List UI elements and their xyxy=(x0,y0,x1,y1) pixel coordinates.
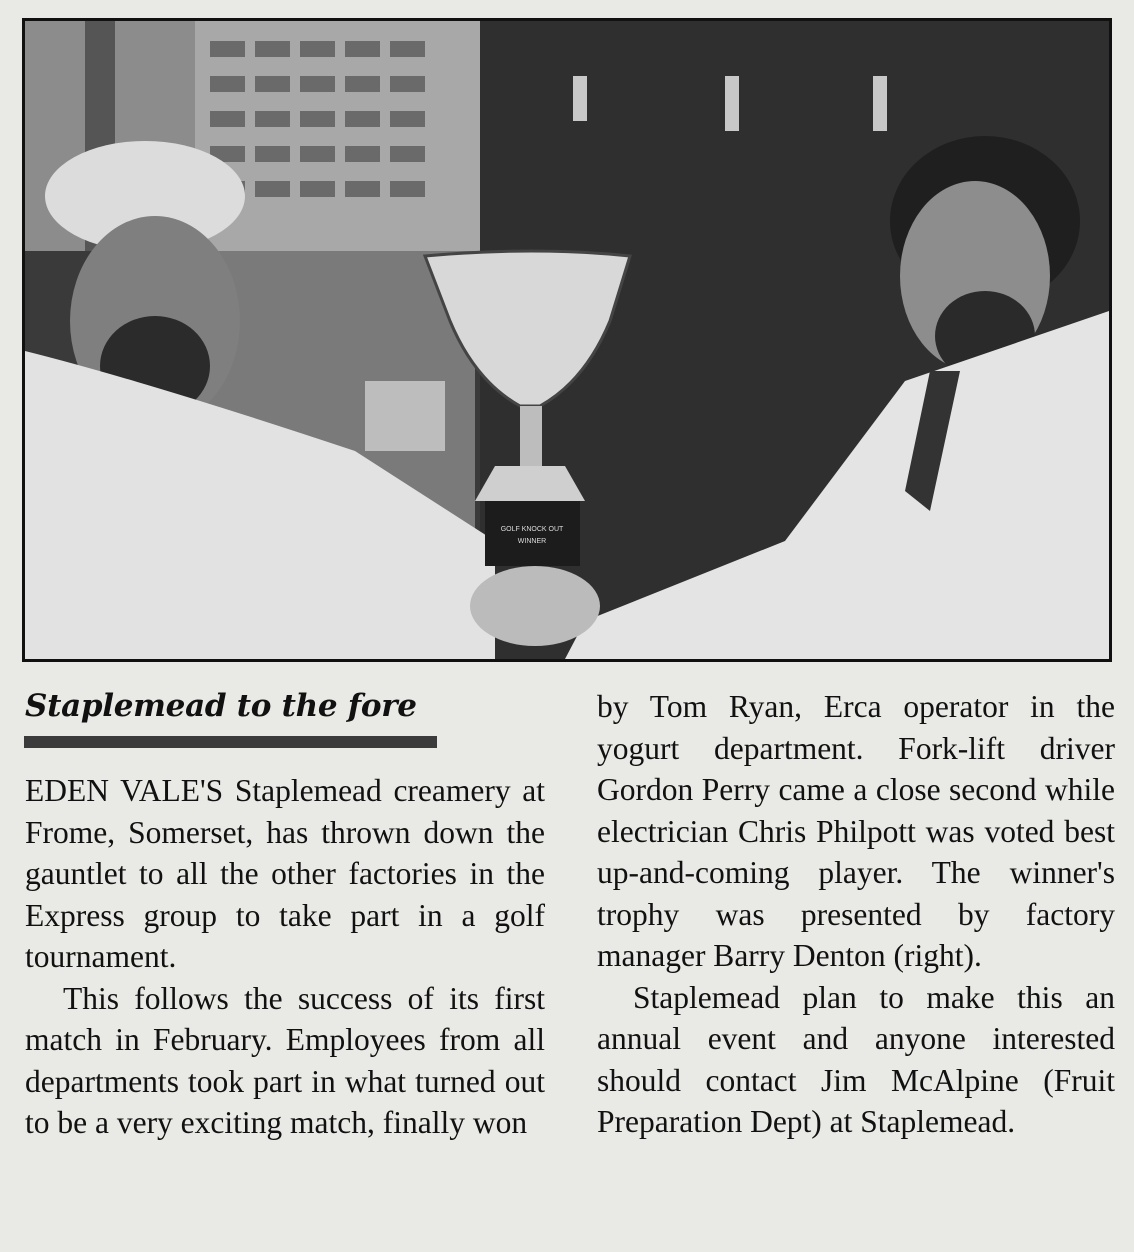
article-headline: Staplemead to the fore xyxy=(25,688,417,724)
news-photo xyxy=(22,18,1112,662)
article-column-1 xyxy=(25,770,545,1144)
paragraph: Staplemead plan to make this an annual event and anyone interested should contact Jim McAlpine (Fruit Preparation Dept) at Staplemead. xyxy=(597,979,1115,1139)
headline-rule xyxy=(24,736,437,748)
svg-text:WINNER: WINNER xyxy=(517,538,547,545)
paragraph: EDEN VALE'S Staplemead creamery at Frome, Somerset, has thrown down the gauntlet to all the other factories in the Express group to take part in a golf tournament. xyxy=(25,773,545,974)
trophy-plaque-text: GOLF KNOCK OUT xyxy=(500,526,564,533)
paragraph: This follows the success of its first match in February. Employees from all departments took part in what turned out to be a very exciting match, finally won xyxy=(25,980,545,1140)
photo-illustration xyxy=(25,21,1109,659)
paragraph: by Tom Ryan, Erca operator in the yogurt department. Fork-lift driver Gordon Perry came a close second while electrician Chris Philpott was voted best up-and-coming player. The winner's trophy was presented by factory manager Barry Denton (right). xyxy=(597,689,1115,973)
article-column-2 xyxy=(597,686,1115,1143)
